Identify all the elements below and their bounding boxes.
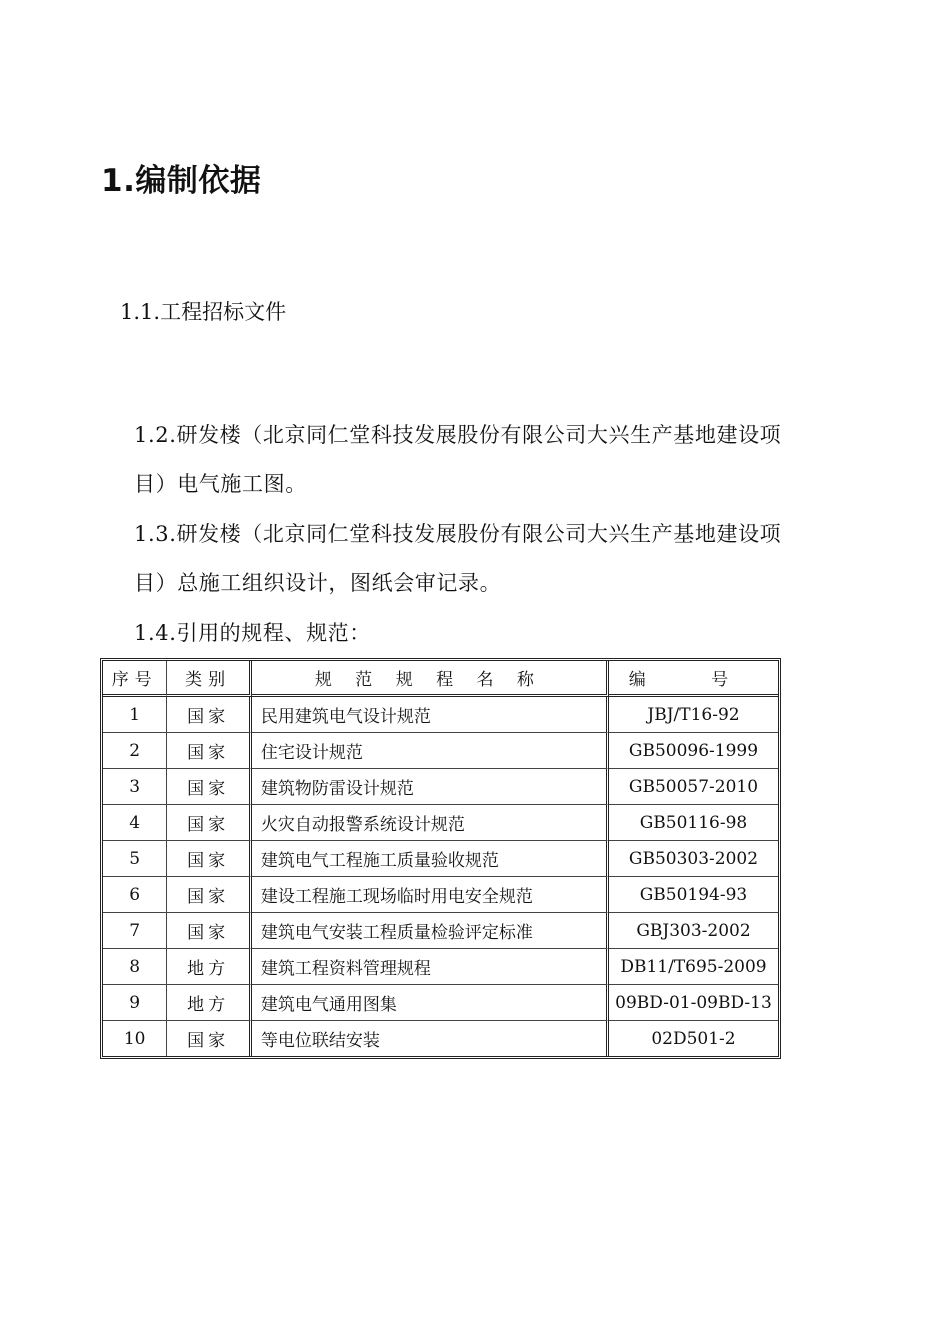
standards-table (100, 658, 781, 1059)
row-code: 02D501-2 (651, 1028, 736, 1049)
row-no: 8 (103, 949, 167, 985)
header-code: 编 号 (609, 661, 778, 697)
row-category: 国家 (167, 805, 252, 841)
table-row (103, 877, 778, 913)
table-row (103, 769, 778, 805)
row-no: 6 (103, 877, 167, 913)
row-category: 地方 (167, 949, 252, 985)
table-row (103, 1021, 778, 1056)
row-name: 等电位联结安装 (252, 1021, 609, 1056)
table-row (103, 697, 778, 733)
row-category: 国家 (167, 913, 252, 949)
row-code: GBJ303-2002 (609, 913, 778, 949)
row-name: 民用建筑电气设计规范 (252, 697, 609, 733)
table-header-row (103, 661, 778, 697)
row-category: 国家 (167, 733, 252, 769)
row-code: GB50303-2002 (609, 841, 778, 877)
section-heading: 1.编制依据 (101, 163, 262, 199)
row-name: 建筑工程资料管理规程 (252, 949, 609, 985)
header-no: 序号 (103, 661, 167, 697)
table-row (103, 985, 778, 1021)
table-row (103, 733, 778, 769)
row-no: 1 (103, 697, 167, 733)
row-name: 建筑电气工程施工质量验收规范 (252, 841, 609, 877)
row-no: 9 (103, 985, 167, 1021)
header-category: 类别 (167, 661, 252, 697)
row-category: 国家 (167, 769, 252, 805)
row-name: 火灾自动报警系统设计规范 (252, 805, 609, 841)
paragraph-1-3 (134, 510, 864, 608)
paragraph-1-3-line-1: 1.3.研发楼（北京同仁堂科技发展股份有限公司大兴生产基地建设项 (134, 522, 782, 546)
row-code: DB11/T695-2009 (609, 949, 778, 985)
row-category: 国家 (167, 841, 252, 877)
table-row (103, 805, 778, 841)
paragraph-1-3-line-2: 目）总施工组织设计，图纸会审记录。 (134, 571, 502, 595)
row-name: 建设工程施工现场临时用电安全规范 (252, 877, 609, 913)
paragraph-1-2-line-2: 目）电气施工图。 (134, 472, 307, 496)
row-name: 建筑电气通用图集 (252, 985, 609, 1021)
paragraph-1-2 (134, 411, 864, 509)
row-no: 4 (103, 805, 167, 841)
row-code: JBJ/T16-92 (609, 697, 778, 733)
row-code: GB50096-1999 (609, 733, 778, 769)
row-name: 住宅设计规范 (252, 733, 609, 769)
table-row (103, 949, 778, 985)
paragraph-1-2-line-1: 1.2.研发楼（北京同仁堂科技发展股份有限公司大兴生产基地建设项 (134, 423, 782, 447)
row-name: 建筑物防雷设计规范 (252, 769, 609, 805)
paragraph-1-4: 1.4.引用的规程、规范： (134, 621, 371, 645)
row-code: 09BD-01-09BD-13 (609, 985, 778, 1021)
header-name: 规 范 规 程 名 称 (252, 661, 609, 697)
row-category: 国家 (167, 1021, 252, 1056)
row-no: 5 (103, 841, 167, 877)
row-category: 地方 (167, 985, 252, 1021)
row-no: 7 (103, 913, 167, 949)
table-row (103, 841, 778, 877)
row-name: 建筑电气安装工程质量检验评定标准 (252, 913, 609, 949)
row-code: GB50194-93 (609, 877, 778, 913)
row-code: GB50116-98 (609, 805, 778, 841)
row-no: 2 (103, 733, 167, 769)
row-category: 国家 (167, 877, 252, 913)
row-code: GB50057-2010 (609, 769, 778, 805)
row-no: 10 (103, 1021, 167, 1056)
row-no: 3 (103, 769, 167, 805)
table-row (103, 913, 778, 949)
subsection-1-1: 1.1.工程招标文件 (120, 300, 287, 324)
standards-table-container (100, 658, 781, 1059)
row-category: 国家 (167, 697, 252, 733)
